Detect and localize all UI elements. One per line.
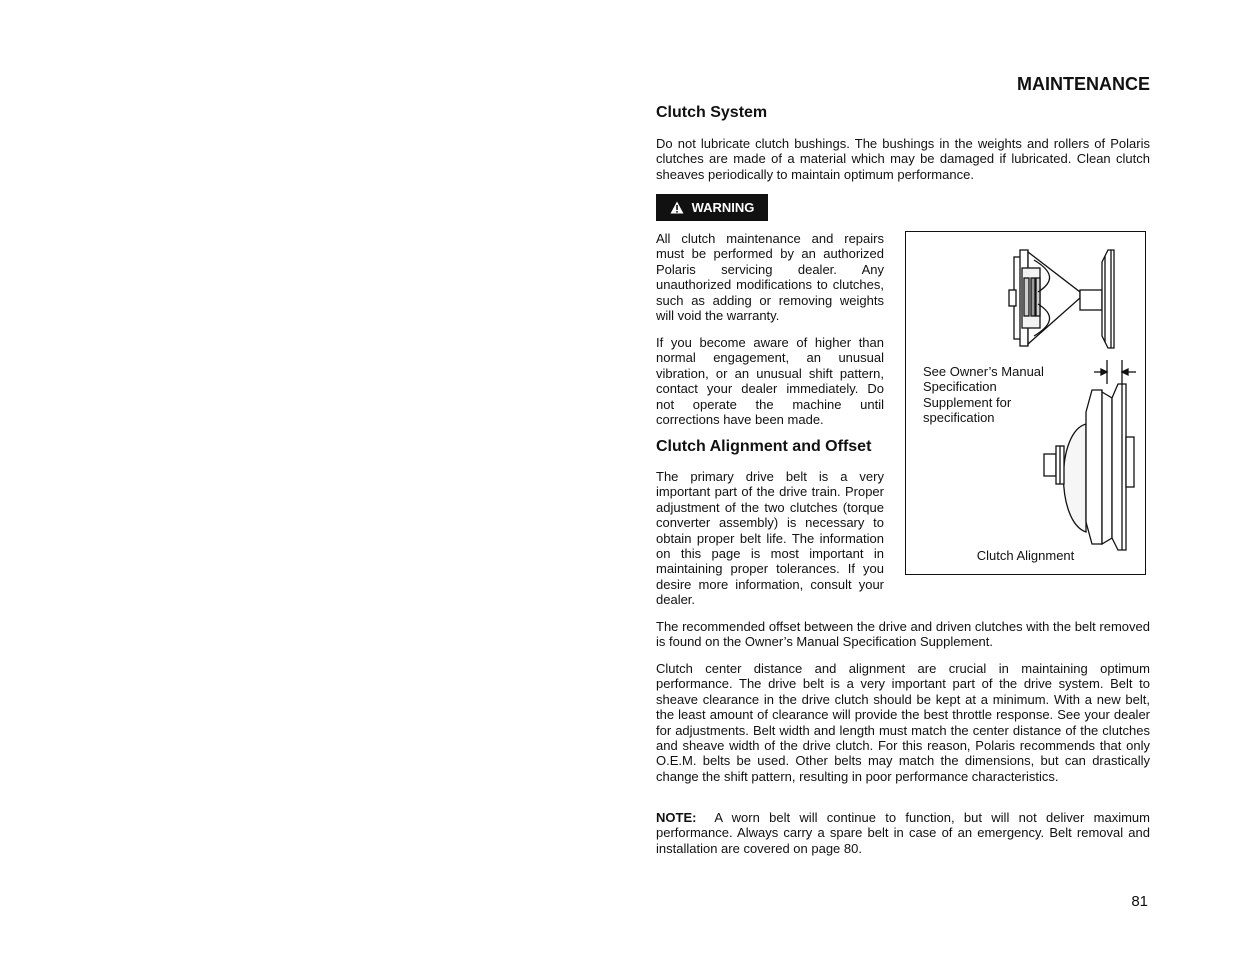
alignment-paragraph-3: Clutch center distance and alignment are crucial in maintaining optimum performance. The drive belt is a very important part of the drive system. Belt to sheave clearance in the drive clutch should be kept at a minimum. With a new belt, the least amount of clearance will provide the best throttle response. See your dealer for adjustments. Belt width and length must match the center distance of the clutches and sheave width of the drive clutch. For this reason, Polaris recommends that only O.E.M. belts be used. Other belts may match the dimensions, but can drastically change the shift pattern, resulting in poor performance characteristics.	[656, 661, 1150, 784]
figure-caption: Clutch Alignment	[976, 548, 1075, 563]
alignment-paragraph-1: The primary drive belt is a very important part of the drive train. Proper adjustment of the two clutches (torque converter assembly) is necessary to obtain proper belt life. The information on this page is most important in maintaining proper tolerances. If you desire more information, consult your dealer.	[656, 469, 884, 608]
warning-triangle-icon	[670, 201, 684, 214]
warning-paragraph-1: All clutch maintenance and repairs must be performed by an authorized Polaris servicing dealer. Any unauthorized modifications to clutches, such as adding or removing weights will void the warranty.	[656, 231, 884, 324]
warning-paragraph-2: If you become aware of higher than normal engagement, an unusual vibration, or an unusual shift pattern, contact your dealer immediately. Do not operate the machine until corrections have been made.	[656, 335, 884, 428]
figure-note: See Owner’s Manual Specification Supplement for specification	[923, 364, 1044, 426]
clutch-alignment-figure	[905, 231, 1146, 575]
warning-badge	[656, 194, 768, 221]
page-number: 81	[1131, 893, 1148, 910]
alignment-heading: Clutch Alignment and Offset	[656, 438, 872, 455]
note-label: NOTE:	[656, 810, 697, 825]
warning-label: WARNING	[691, 200, 755, 215]
note-paragraph	[656, 810, 1150, 856]
section-title: MAINTENANCE	[1017, 74, 1150, 94]
alignment-paragraph-2: The recommended offset between the drive and driven clutches with the belt removed is found on the Owner’s Manual Specification Supplement.	[656, 619, 1150, 650]
clutch-system-heading: Clutch System	[656, 104, 768, 121]
note-text: A worn belt will continue to function, but will not deliver maximum performance. Always carry a spare belt in case of an emergency. Belt removal and installation are covered on page 80.	[656, 810, 1150, 856]
clutch-system-intro: Do not lubricate clutch bushings. The bushings in the weights and rollers of Polaris clutches are made of a material which may be damaged if lubricated. Clean clutch sheaves periodically to maintain optimum performance.	[656, 136, 1150, 182]
